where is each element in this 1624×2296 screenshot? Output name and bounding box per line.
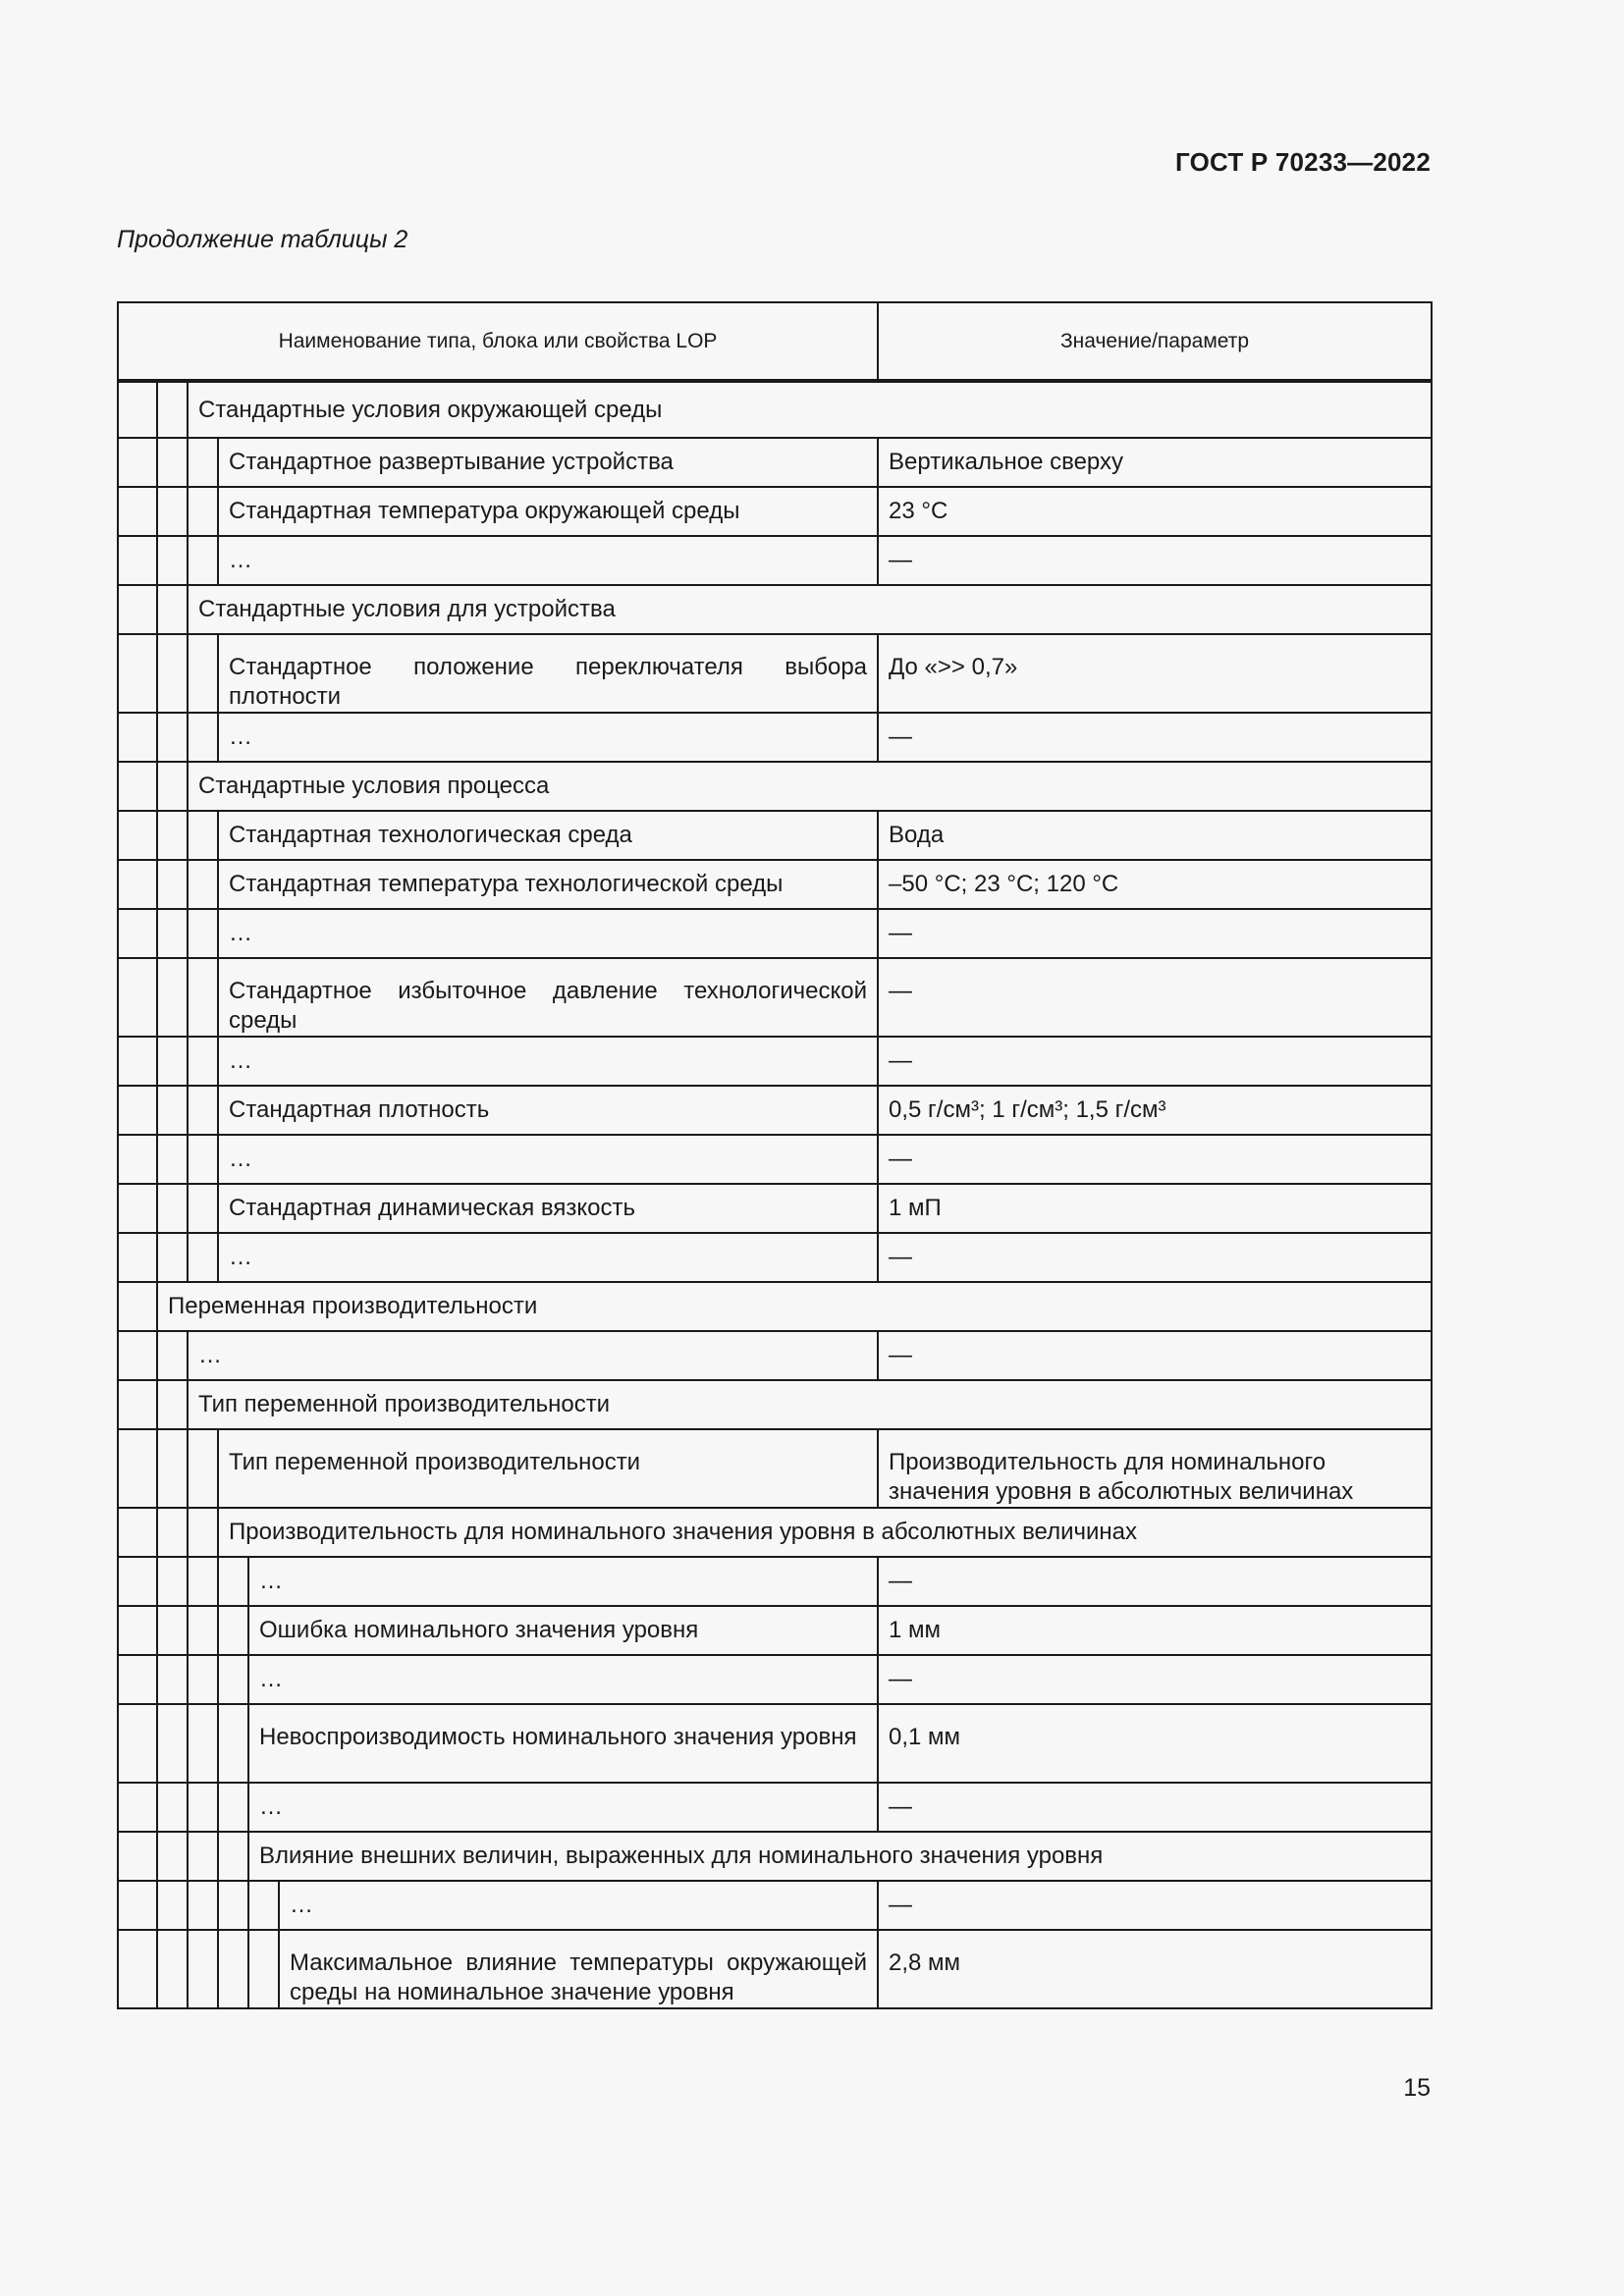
nesting-indent-cell (118, 1704, 157, 1783)
nesting-indent-cell (157, 1881, 188, 1930)
nesting-indent-cell (157, 958, 188, 1037)
nesting-indent-cell (188, 811, 218, 860)
nesting-indent-cell (218, 1930, 248, 2008)
nesting-indent-cell (157, 438, 188, 487)
nesting-indent-cell (188, 438, 218, 487)
nesting-indent-cell (118, 713, 157, 762)
property-name-cell: Производительность для номинального значения уровня в абсолютных величинах (218, 1508, 1432, 1557)
table-header-row (118, 302, 1432, 381)
table-row (118, 958, 1432, 1037)
table-continuation-caption: Продолжение таблицы 2 (117, 226, 408, 253)
table-row (118, 860, 1432, 909)
property-name-cell: … (218, 1233, 878, 1282)
nesting-indent-cell (188, 1655, 218, 1704)
table-row (118, 1655, 1432, 1704)
nesting-indent-cell (157, 1429, 188, 1508)
table-row (118, 1832, 1432, 1881)
nesting-indent-cell (157, 762, 188, 811)
nesting-indent-cell (118, 1135, 157, 1184)
nesting-indent-cell (157, 634, 188, 713)
table-row (118, 1606, 1432, 1655)
nesting-indent-cell (118, 1331, 157, 1380)
nesting-indent-cell (157, 1557, 188, 1606)
nesting-indent-cell (218, 1881, 248, 1930)
table-row (118, 381, 1432, 438)
nesting-indent-cell (157, 1606, 188, 1655)
property-name-cell: Стандартное избыточное давление технологической среды (218, 958, 878, 1037)
property-name-cell: Стандартное положение переключателя выбора плотности (218, 634, 878, 713)
nesting-indent-cell (188, 1881, 218, 1930)
nesting-indent-cell (118, 1655, 157, 1704)
nesting-indent-cell (188, 1233, 218, 1282)
nesting-indent-cell (118, 1184, 157, 1233)
table-row (118, 1508, 1432, 1557)
property-value-cell: 1 мП (878, 1184, 1432, 1233)
nesting-indent-cell (157, 860, 188, 909)
property-name-cell: Стандартная температура технологической среды (218, 860, 878, 909)
nesting-indent-cell (118, 1233, 157, 1282)
document-code: ГОСТ Р 70233—2022 (1175, 147, 1431, 177)
nesting-indent-cell (218, 1783, 248, 1832)
nesting-indent-cell (157, 1037, 188, 1086)
nesting-indent-cell (157, 381, 188, 438)
property-value-cell: Вертикальное сверху (878, 438, 1432, 487)
table-row (118, 1184, 1432, 1233)
nesting-indent-cell (118, 1037, 157, 1086)
nesting-indent-cell (118, 1429, 157, 1508)
nesting-indent-cell (188, 634, 218, 713)
nesting-indent-cell (188, 487, 218, 536)
nesting-indent-cell (188, 1704, 218, 1783)
table-row (118, 438, 1432, 487)
property-value-cell: — (878, 909, 1432, 958)
nesting-indent-cell (188, 1037, 218, 1086)
property-value-cell: — (878, 1233, 1432, 1282)
lop-properties-table (117, 301, 1433, 2009)
property-name-cell: … (218, 713, 878, 762)
nesting-indent-cell (157, 811, 188, 860)
nesting-indent-cell (188, 1783, 218, 1832)
table-row (118, 634, 1432, 713)
property-value-cell: — (878, 713, 1432, 762)
property-name-cell: Стандартные условия процесса (188, 762, 1432, 811)
nesting-indent-cell (188, 1086, 218, 1135)
property-name-cell: … (248, 1783, 878, 1832)
property-name-cell: … (218, 536, 878, 585)
property-name-cell: Влияние внешних величин, выраженных для номинального значения уровня (248, 1832, 1432, 1881)
nesting-indent-cell (188, 713, 218, 762)
nesting-indent-cell (188, 1832, 218, 1881)
property-value-cell: — (878, 1783, 1432, 1832)
nesting-indent-cell (218, 1606, 248, 1655)
property-value-cell: 0,1 мм (878, 1704, 1432, 1783)
nesting-indent-cell (118, 487, 157, 536)
table-row (118, 1282, 1432, 1331)
nesting-indent-cell (218, 1832, 248, 1881)
nesting-indent-cell (157, 1832, 188, 1881)
table-row (118, 1135, 1432, 1184)
nesting-indent-cell (118, 1508, 157, 1557)
property-name-cell: Стандартные условия окружающей среды (188, 381, 1432, 438)
nesting-indent-cell (188, 1184, 218, 1233)
nesting-indent-cell (118, 762, 157, 811)
page-number: 15 (1403, 2074, 1431, 2102)
nesting-indent-cell (218, 1655, 248, 1704)
nesting-indent-cell (157, 1380, 188, 1429)
property-name-cell: Стандартная технологическая среда (218, 811, 878, 860)
nesting-indent-cell (188, 909, 218, 958)
nesting-indent-cell (118, 1086, 157, 1135)
column-header-value: Значение/параметр (878, 302, 1432, 381)
property-name-cell: Стандартные условия для устройства (188, 585, 1432, 634)
nesting-indent-cell (157, 909, 188, 958)
property-value-cell: 0,5 г/см³; 1 г/см³; 1,5 г/см³ (878, 1086, 1432, 1135)
nesting-indent-cell (157, 585, 188, 634)
nesting-indent-cell (157, 1135, 188, 1184)
nesting-indent-cell (157, 1930, 188, 2008)
table-row (118, 811, 1432, 860)
property-value-cell: 23 °C (878, 487, 1432, 536)
table-row (118, 1380, 1432, 1429)
nesting-indent-cell (118, 860, 157, 909)
nesting-indent-cell (118, 634, 157, 713)
property-value-cell: — (878, 1331, 1432, 1380)
property-name-cell: … (188, 1331, 878, 1380)
nesting-indent-cell (157, 1233, 188, 1282)
nesting-indent-cell (218, 1704, 248, 1783)
property-name-cell: … (248, 1557, 878, 1606)
nesting-indent-cell (157, 1704, 188, 1783)
property-value-cell: — (878, 1557, 1432, 1606)
table-row (118, 1557, 1432, 1606)
property-value-cell: — (878, 1037, 1432, 1086)
nesting-indent-cell (157, 1184, 188, 1233)
property-name-cell: Стандартное развертывание устройства (218, 438, 878, 487)
nesting-indent-cell (248, 1930, 279, 2008)
nesting-indent-cell (118, 381, 157, 438)
property-name-cell: … (218, 1037, 878, 1086)
nesting-indent-cell (118, 1881, 157, 1930)
nesting-indent-cell (118, 1606, 157, 1655)
table-row (118, 1881, 1432, 1930)
property-value-cell: 2,8 мм (878, 1930, 1432, 2008)
table-row (118, 713, 1432, 762)
nesting-indent-cell (188, 1135, 218, 1184)
table-row (118, 909, 1432, 958)
nesting-indent-cell (118, 1557, 157, 1606)
property-value-cell: Производительность для номинального значения уровня в абсолютных величинах (878, 1429, 1432, 1508)
nesting-indent-cell (157, 713, 188, 762)
table-row (118, 1233, 1432, 1282)
table-row (118, 1429, 1432, 1508)
nesting-indent-cell (157, 487, 188, 536)
nesting-indent-cell (118, 958, 157, 1037)
property-name-cell: Переменная производительности (157, 1282, 1432, 1331)
nesting-indent-cell (118, 438, 157, 487)
property-value-cell: — (878, 1881, 1432, 1930)
nesting-indent-cell (118, 1380, 157, 1429)
table-row (118, 536, 1432, 585)
table-row (118, 762, 1432, 811)
nesting-indent-cell (157, 1508, 188, 1557)
property-name-cell: … (218, 1135, 878, 1184)
nesting-indent-cell (118, 585, 157, 634)
table-row (118, 1783, 1432, 1832)
nesting-indent-cell (188, 1606, 218, 1655)
nesting-indent-cell (157, 536, 188, 585)
property-name-cell: Тип переменной производительности (218, 1429, 878, 1508)
property-name-cell: Стандартная динамическая вязкость (218, 1184, 878, 1233)
property-value-cell: — (878, 958, 1432, 1037)
property-name-cell: Стандартная температура окружающей среды (218, 487, 878, 536)
nesting-indent-cell (188, 958, 218, 1037)
table-row (118, 1930, 1432, 2008)
table-row (118, 1331, 1432, 1380)
nesting-indent-cell (118, 1832, 157, 1881)
property-name-cell: … (248, 1655, 878, 1704)
property-name-cell: … (218, 909, 878, 958)
property-name-cell: Ошибка номинального значения уровня (248, 1606, 878, 1655)
table-row (118, 487, 1432, 536)
nesting-indent-cell (248, 1881, 279, 1930)
nesting-indent-cell (188, 1429, 218, 1508)
nesting-indent-cell (218, 1557, 248, 1606)
property-name-cell: Тип переменной производительности (188, 1380, 1432, 1429)
nesting-indent-cell (118, 909, 157, 958)
property-name-cell: Стандартная плотность (218, 1086, 878, 1135)
table-row (118, 1704, 1432, 1783)
nesting-indent-cell (118, 1282, 157, 1331)
nesting-indent-cell (188, 1508, 218, 1557)
nesting-indent-cell (188, 1557, 218, 1606)
nesting-indent-cell (188, 536, 218, 585)
nesting-indent-cell (118, 536, 157, 585)
table-row (118, 1037, 1432, 1086)
nesting-indent-cell (157, 1783, 188, 1832)
property-value-cell: — (878, 1135, 1432, 1184)
nesting-indent-cell (118, 1783, 157, 1832)
property-name-cell: … (279, 1881, 878, 1930)
property-value-cell: — (878, 1655, 1432, 1704)
property-value-cell: — (878, 536, 1432, 585)
nesting-indent-cell (118, 811, 157, 860)
nesting-indent-cell (188, 1930, 218, 2008)
column-header-name: Наименование типа, блока или свойства LOP (118, 302, 878, 381)
property-name-cell: Максимальное влияние температуры окружающей среды на номинальное значение уровня (279, 1930, 878, 2008)
nesting-indent-cell (157, 1655, 188, 1704)
property-value-cell: –50 °C; 23 °C; 120 °C (878, 860, 1432, 909)
property-value-cell: 1 мм (878, 1606, 1432, 1655)
property-value-cell: Вода (878, 811, 1432, 860)
table-row (118, 1086, 1432, 1135)
property-value-cell: До «>> 0,7» (878, 634, 1432, 713)
property-name-cell: Невоспроизводимость номинального значения уровня (248, 1704, 878, 1783)
nesting-indent-cell (118, 1930, 157, 2008)
table-row (118, 585, 1432, 634)
nesting-indent-cell (157, 1086, 188, 1135)
nesting-indent-cell (188, 860, 218, 909)
nesting-indent-cell (157, 1331, 188, 1380)
